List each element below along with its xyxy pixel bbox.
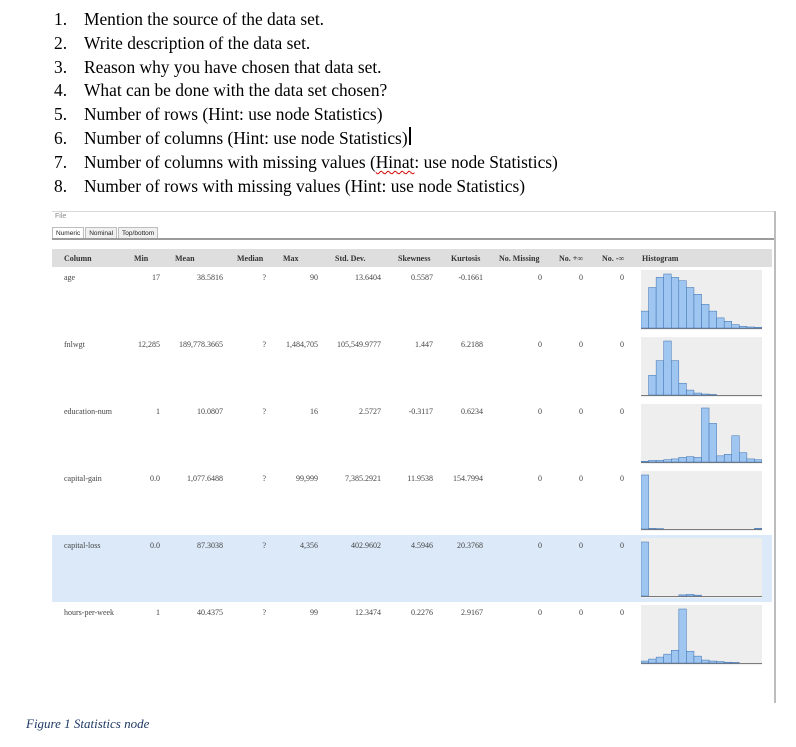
cell-mean: 189,778.3665 bbox=[179, 340, 223, 349]
window-scrollbar-edge bbox=[774, 211, 776, 703]
cell-no-minus-inf: 0 bbox=[620, 407, 624, 416]
histogram-bar bbox=[694, 656, 702, 663]
cell-kurtosis: -0.1661 bbox=[458, 273, 483, 282]
cell-min: 1 bbox=[156, 608, 160, 617]
cell-skewness: 11.9538 bbox=[407, 474, 433, 483]
cell-mean: 87.3038 bbox=[197, 541, 223, 550]
cell-skewness: 0.5587 bbox=[411, 273, 433, 282]
histogram-bar bbox=[671, 459, 679, 462]
histogram-bar bbox=[679, 383, 687, 395]
cell-max: 1,484,705 bbox=[286, 340, 318, 349]
cell-no-plus-inf: 0 bbox=[579, 608, 583, 617]
figure-caption: Figure 1 Statistics node bbox=[26, 716, 150, 731]
histogram-bar bbox=[717, 318, 725, 328]
histogram-bar bbox=[754, 528, 762, 529]
header-median[interactable]: Median bbox=[237, 254, 264, 263]
table-row-selected[interactable] bbox=[52, 535, 772, 602]
cell-median: ? bbox=[262, 474, 266, 483]
histogram-bar bbox=[709, 423, 717, 462]
task-item: 6. Number of columns (Hint: use node Statistics) bbox=[54, 127, 558, 151]
histogram-bar bbox=[754, 327, 762, 328]
cell-kurtosis: 20.3768 bbox=[457, 541, 483, 550]
table-row[interactable] bbox=[52, 602, 772, 669]
cell-skewness: 0.2276 bbox=[411, 608, 433, 617]
cell-mean: 10.0807 bbox=[197, 407, 223, 416]
histogram-bar bbox=[702, 304, 710, 328]
cell-max: 90 bbox=[310, 273, 318, 282]
histogram bbox=[641, 605, 762, 665]
table-row[interactable] bbox=[52, 468, 772, 535]
histogram-bar bbox=[702, 394, 710, 395]
cell-no-plus-inf: 0 bbox=[579, 474, 583, 483]
header-no-missing[interactable]: No. Missing bbox=[499, 254, 540, 263]
header-mean[interactable]: Mean bbox=[175, 254, 195, 263]
cell-no-minus-inf: 0 bbox=[620, 273, 624, 282]
histogram-bar bbox=[664, 274, 672, 328]
histogram-bar bbox=[641, 311, 649, 328]
cell-max: 99 bbox=[310, 608, 318, 617]
histogram-bar bbox=[656, 277, 664, 328]
histogram-bar bbox=[686, 651, 694, 663]
cell-min: 0.0 bbox=[150, 474, 160, 483]
histogram-bar bbox=[641, 475, 649, 529]
histogram-bar bbox=[656, 460, 664, 462]
cell-median: ? bbox=[262, 407, 266, 416]
cell-std-dev: 2.5727 bbox=[359, 407, 381, 416]
cell-no-plus-inf: 0 bbox=[579, 340, 583, 349]
cell-median: ? bbox=[262, 340, 266, 349]
histogram-bar bbox=[671, 277, 679, 328]
task-item: 5. Number of rows (Hint: use node Statistics) bbox=[54, 104, 383, 125]
histogram-bar bbox=[724, 662, 732, 663]
cell-std-dev: 13.6404 bbox=[355, 273, 381, 282]
histogram-bar bbox=[649, 528, 657, 529]
cell-no-missing: 0 bbox=[538, 407, 542, 416]
task-item: 3. Reason why you have chosen that data set. bbox=[54, 56, 382, 77]
cell-mean: 38.5816 bbox=[197, 273, 223, 282]
misspelled-word[interactable]: Hinat bbox=[375, 151, 415, 172]
task-item: 2. Write description of the data set. bbox=[54, 32, 311, 53]
histogram-bar bbox=[656, 657, 664, 663]
histogram-bar bbox=[694, 294, 702, 328]
cell-no-missing: 0 bbox=[538, 340, 542, 349]
cell-column: fnlwgt bbox=[64, 340, 85, 349]
histogram-bar bbox=[641, 542, 649, 596]
histogram bbox=[641, 337, 762, 397]
cell-column: education-num bbox=[64, 407, 112, 416]
histogram-bar bbox=[671, 650, 679, 663]
text-cursor bbox=[409, 127, 411, 145]
tab-nominal[interactable]: Nominal bbox=[85, 227, 117, 240]
header-skewness[interactable]: Skewness bbox=[398, 254, 431, 263]
header-kurtosis[interactable]: Kurtosis bbox=[451, 254, 481, 263]
cell-max: 16 bbox=[310, 407, 318, 416]
cell-max: 4,356 bbox=[300, 541, 318, 550]
histogram bbox=[641, 270, 762, 330]
histogram-bar bbox=[686, 288, 694, 329]
menu-file[interactable]: File bbox=[55, 213, 67, 220]
histogram bbox=[641, 471, 762, 531]
cell-no-plus-inf: 0 bbox=[579, 273, 583, 282]
cell-skewness: -0.3117 bbox=[408, 407, 433, 416]
histogram-bar bbox=[641, 661, 649, 663]
histogram-bar bbox=[664, 341, 672, 395]
cell-column: capital-loss bbox=[64, 541, 101, 550]
tab-numeric[interactable]: Numeric bbox=[52, 227, 84, 240]
cell-column: capital-gain bbox=[64, 474, 102, 483]
cell-no-missing: 0 bbox=[538, 608, 542, 617]
cell-kurtosis: 6.2188 bbox=[461, 340, 483, 349]
histogram-bar bbox=[724, 454, 732, 462]
histogram-bar bbox=[747, 459, 755, 462]
header-min[interactable]: Min bbox=[134, 254, 149, 263]
histogram-bar bbox=[679, 281, 687, 328]
histogram-bar bbox=[686, 457, 694, 462]
task-item: 1. Mention the source of the data set. bbox=[54, 9, 325, 29]
histogram-bar bbox=[702, 408, 710, 462]
task-item: 4. What can be done with the data set chosen? bbox=[54, 80, 388, 101]
header-no-minus-inf[interactable]: No. -∞ bbox=[602, 254, 625, 263]
histogram-bar bbox=[739, 453, 747, 462]
histogram-bar bbox=[694, 393, 702, 395]
cell-min: 1 bbox=[156, 407, 160, 416]
histogram-bar bbox=[702, 660, 710, 663]
histogram-bar bbox=[732, 325, 740, 328]
histogram-bar bbox=[664, 460, 672, 462]
histogram-bar bbox=[694, 595, 702, 596]
histogram-bar bbox=[724, 321, 732, 328]
histogram-bar bbox=[709, 661, 717, 663]
cell-column: hours-per-week bbox=[64, 608, 115, 617]
histogram-bar bbox=[709, 311, 717, 328]
histogram-bar bbox=[649, 659, 657, 663]
histogram-bar bbox=[739, 326, 747, 328]
cell-min: 17 bbox=[152, 273, 160, 282]
histogram-bar bbox=[649, 375, 657, 395]
header-std-dev[interactable]: Std. Dev. bbox=[335, 254, 366, 263]
header-no-plus-inf[interactable]: No. +∞ bbox=[559, 254, 584, 263]
cell-std-dev: 7,385.2921 bbox=[345, 474, 381, 483]
histogram-bar bbox=[732, 436, 740, 462]
histogram-bar bbox=[694, 457, 702, 462]
histogram-bar bbox=[649, 460, 657, 462]
cell-no-minus-inf: 0 bbox=[620, 474, 624, 483]
histogram-bar bbox=[679, 595, 687, 596]
cell-kurtosis: 0.6234 bbox=[461, 407, 483, 416]
window-border bbox=[52, 211, 776, 212]
table-row[interactable] bbox=[52, 401, 772, 468]
header-column[interactable]: Column bbox=[64, 254, 92, 263]
histogram bbox=[641, 404, 762, 464]
histogram-bar bbox=[717, 456, 725, 462]
histogram-bar bbox=[754, 460, 762, 462]
table-row[interactable] bbox=[52, 334, 772, 401]
cell-std-dev: 402.9602 bbox=[351, 541, 381, 550]
cell-median: ? bbox=[262, 273, 266, 282]
histogram-bar bbox=[641, 461, 649, 462]
cell-mean: 1,077.6488 bbox=[187, 474, 223, 483]
header-max[interactable]: Max bbox=[283, 254, 299, 263]
cell-kurtosis: 154.7994 bbox=[453, 474, 483, 483]
cell-median: ? bbox=[262, 541, 266, 550]
histogram-bar bbox=[686, 390, 694, 395]
cell-skewness: 4.5946 bbox=[411, 541, 433, 550]
histogram-bar bbox=[679, 609, 687, 663]
task-item: 8. Number of rows with missing values (Hint: use node Statistics) bbox=[54, 175, 525, 196]
histogram-bar bbox=[664, 654, 672, 663]
cell-no-minus-inf: 0 bbox=[620, 608, 624, 617]
tab-top-bottom[interactable]: Top/bottom bbox=[118, 227, 158, 240]
cell-column: age bbox=[64, 273, 76, 282]
table-header bbox=[52, 249, 772, 267]
cell-min: 12,285 bbox=[138, 340, 160, 349]
histogram-bar bbox=[671, 361, 679, 395]
statistics-window bbox=[52, 211, 776, 703]
histogram-bar bbox=[686, 594, 694, 596]
histogram bbox=[641, 538, 762, 598]
tab-strip bbox=[52, 238, 774, 240]
table-row[interactable] bbox=[52, 267, 772, 334]
cell-no-minus-inf: 0 bbox=[620, 340, 624, 349]
cell-no-plus-inf: 0 bbox=[579, 407, 583, 416]
cell-no-plus-inf: 0 bbox=[579, 541, 583, 550]
histogram-bar bbox=[747, 327, 755, 328]
histogram-bar bbox=[656, 361, 664, 395]
cell-kurtosis: 2.9167 bbox=[461, 608, 483, 617]
task-list bbox=[54, 8, 558, 198]
cell-min: 0.0 bbox=[150, 541, 160, 550]
cell-no-missing: 0 bbox=[538, 273, 542, 282]
cell-no-missing: 0 bbox=[538, 541, 542, 550]
header-histogram[interactable]: Histogram bbox=[642, 254, 679, 263]
cell-std-dev: 12.3474 bbox=[355, 608, 381, 617]
histogram-bar bbox=[649, 288, 657, 329]
cell-median: ? bbox=[262, 608, 266, 617]
histogram-bar bbox=[717, 662, 725, 663]
histogram-bar bbox=[679, 457, 687, 462]
cell-no-missing: 0 bbox=[538, 474, 542, 483]
cell-max: 99,999 bbox=[296, 474, 318, 483]
cell-std-dev: 105,549.9777 bbox=[337, 340, 381, 349]
task-item: 7. Number of columns with missing values (Hinat: use node Statistics) bbox=[54, 151, 558, 172]
cell-mean: 40.4375 bbox=[197, 608, 223, 617]
cell-skewness: 1.447 bbox=[415, 340, 433, 349]
cell-no-minus-inf: 0 bbox=[620, 541, 624, 550]
